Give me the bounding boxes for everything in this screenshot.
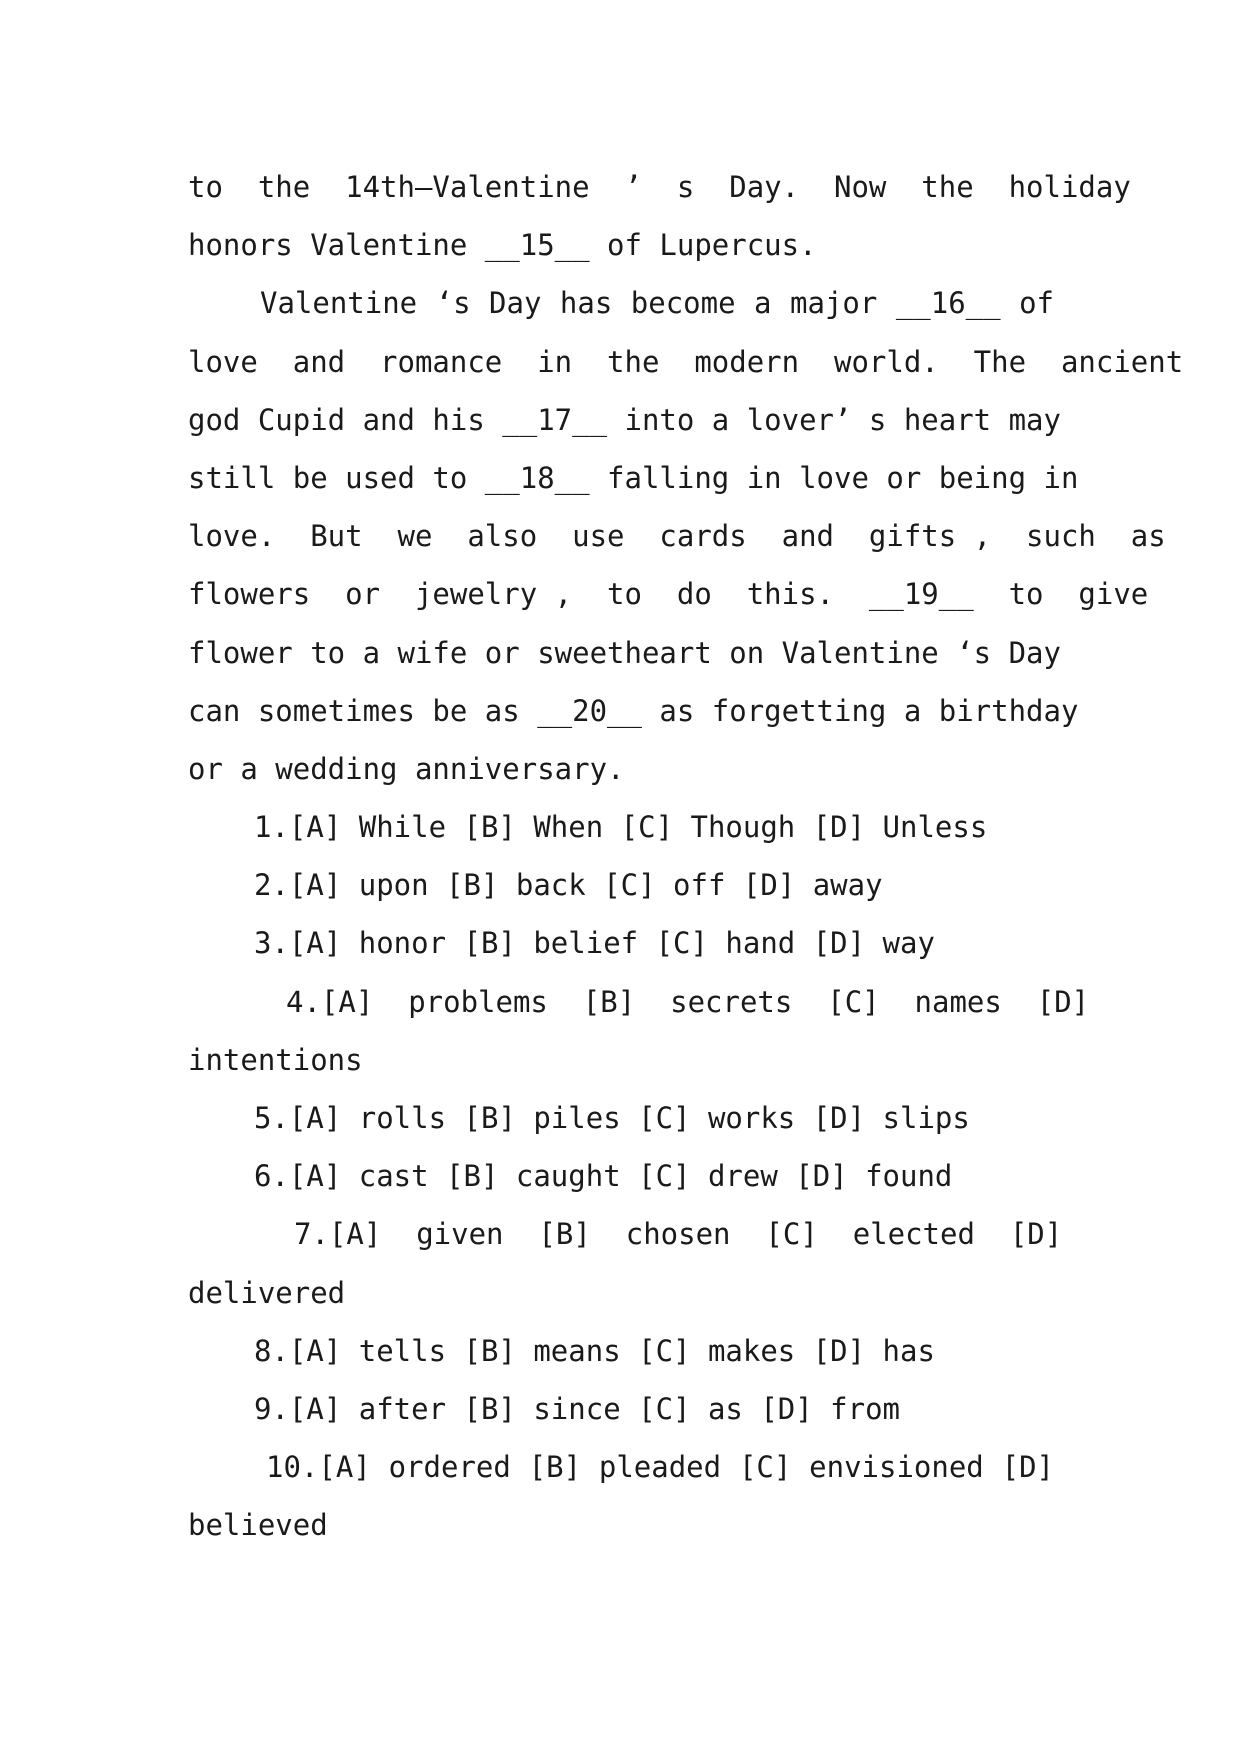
question-item: 3.[A] honor [B] belief [C] hand [D] way [254,926,935,961]
passage-line: to the 14th—Valentine ’ s Day. Now the holiday [188,170,1131,204]
document-page [188,158,1184,1555]
question-item: 9.[A] after [B] since [C] as [D] from [254,1391,901,1426]
passage-line: flowers or jewelry , to do this. __19__ to give [188,577,1149,612]
question-item: 8.[A] tells [B] means [C] makes [D] has [254,1333,935,1368]
question-item: 5.[A] rolls [B] piles [C] works [D] slips [254,1101,970,1135]
question-item: 2.[A] upon [B] back [C] off [D] away [254,868,883,903]
question-item: 6.[A] cast [B] caught [C] drew [D] found [254,1159,953,1194]
passage-line: still be used to __18__ falling in love or being in [188,460,1079,495]
question-item: 4.[A] problems [B] secrets [C] names [D] [286,984,1090,1019]
passage-paragraph-start: Valentine ‘s Day has become a major __16__ of [260,286,1054,321]
question-item: 1.[A] While [B] When [C] Though [D] Unless [254,810,988,845]
passage-line: love and romance in the modern world. The ancient [188,344,1184,379]
question-item: 10.[A] ordered [B] pleaded [C] envisioned [D] [266,1450,1054,1485]
passage-line: god Cupid and his __17__ into a lover’ s heart may [188,402,1061,437]
passage-line: love. But we also use cards and gifts , such as [188,519,1166,554]
question-item-continuation: believed [188,1508,328,1543]
passage-line: can sometimes be as __20__ as forgetting a birthday [188,693,1079,728]
question-item: 7.[A] given [B] chosen [C] elected [D] [294,1217,1063,1252]
passage-line: honors Valentine __15__ of Lupercus. [188,228,817,263]
passage-line: flower to a wife or sweetheart on Valentine ‘s Day [188,635,1061,670]
question-item-continuation: delivered [188,1275,346,1310]
passage-line: or a wedding anniversary. [188,751,625,786]
question-item-continuation: intentions [188,1042,363,1077]
